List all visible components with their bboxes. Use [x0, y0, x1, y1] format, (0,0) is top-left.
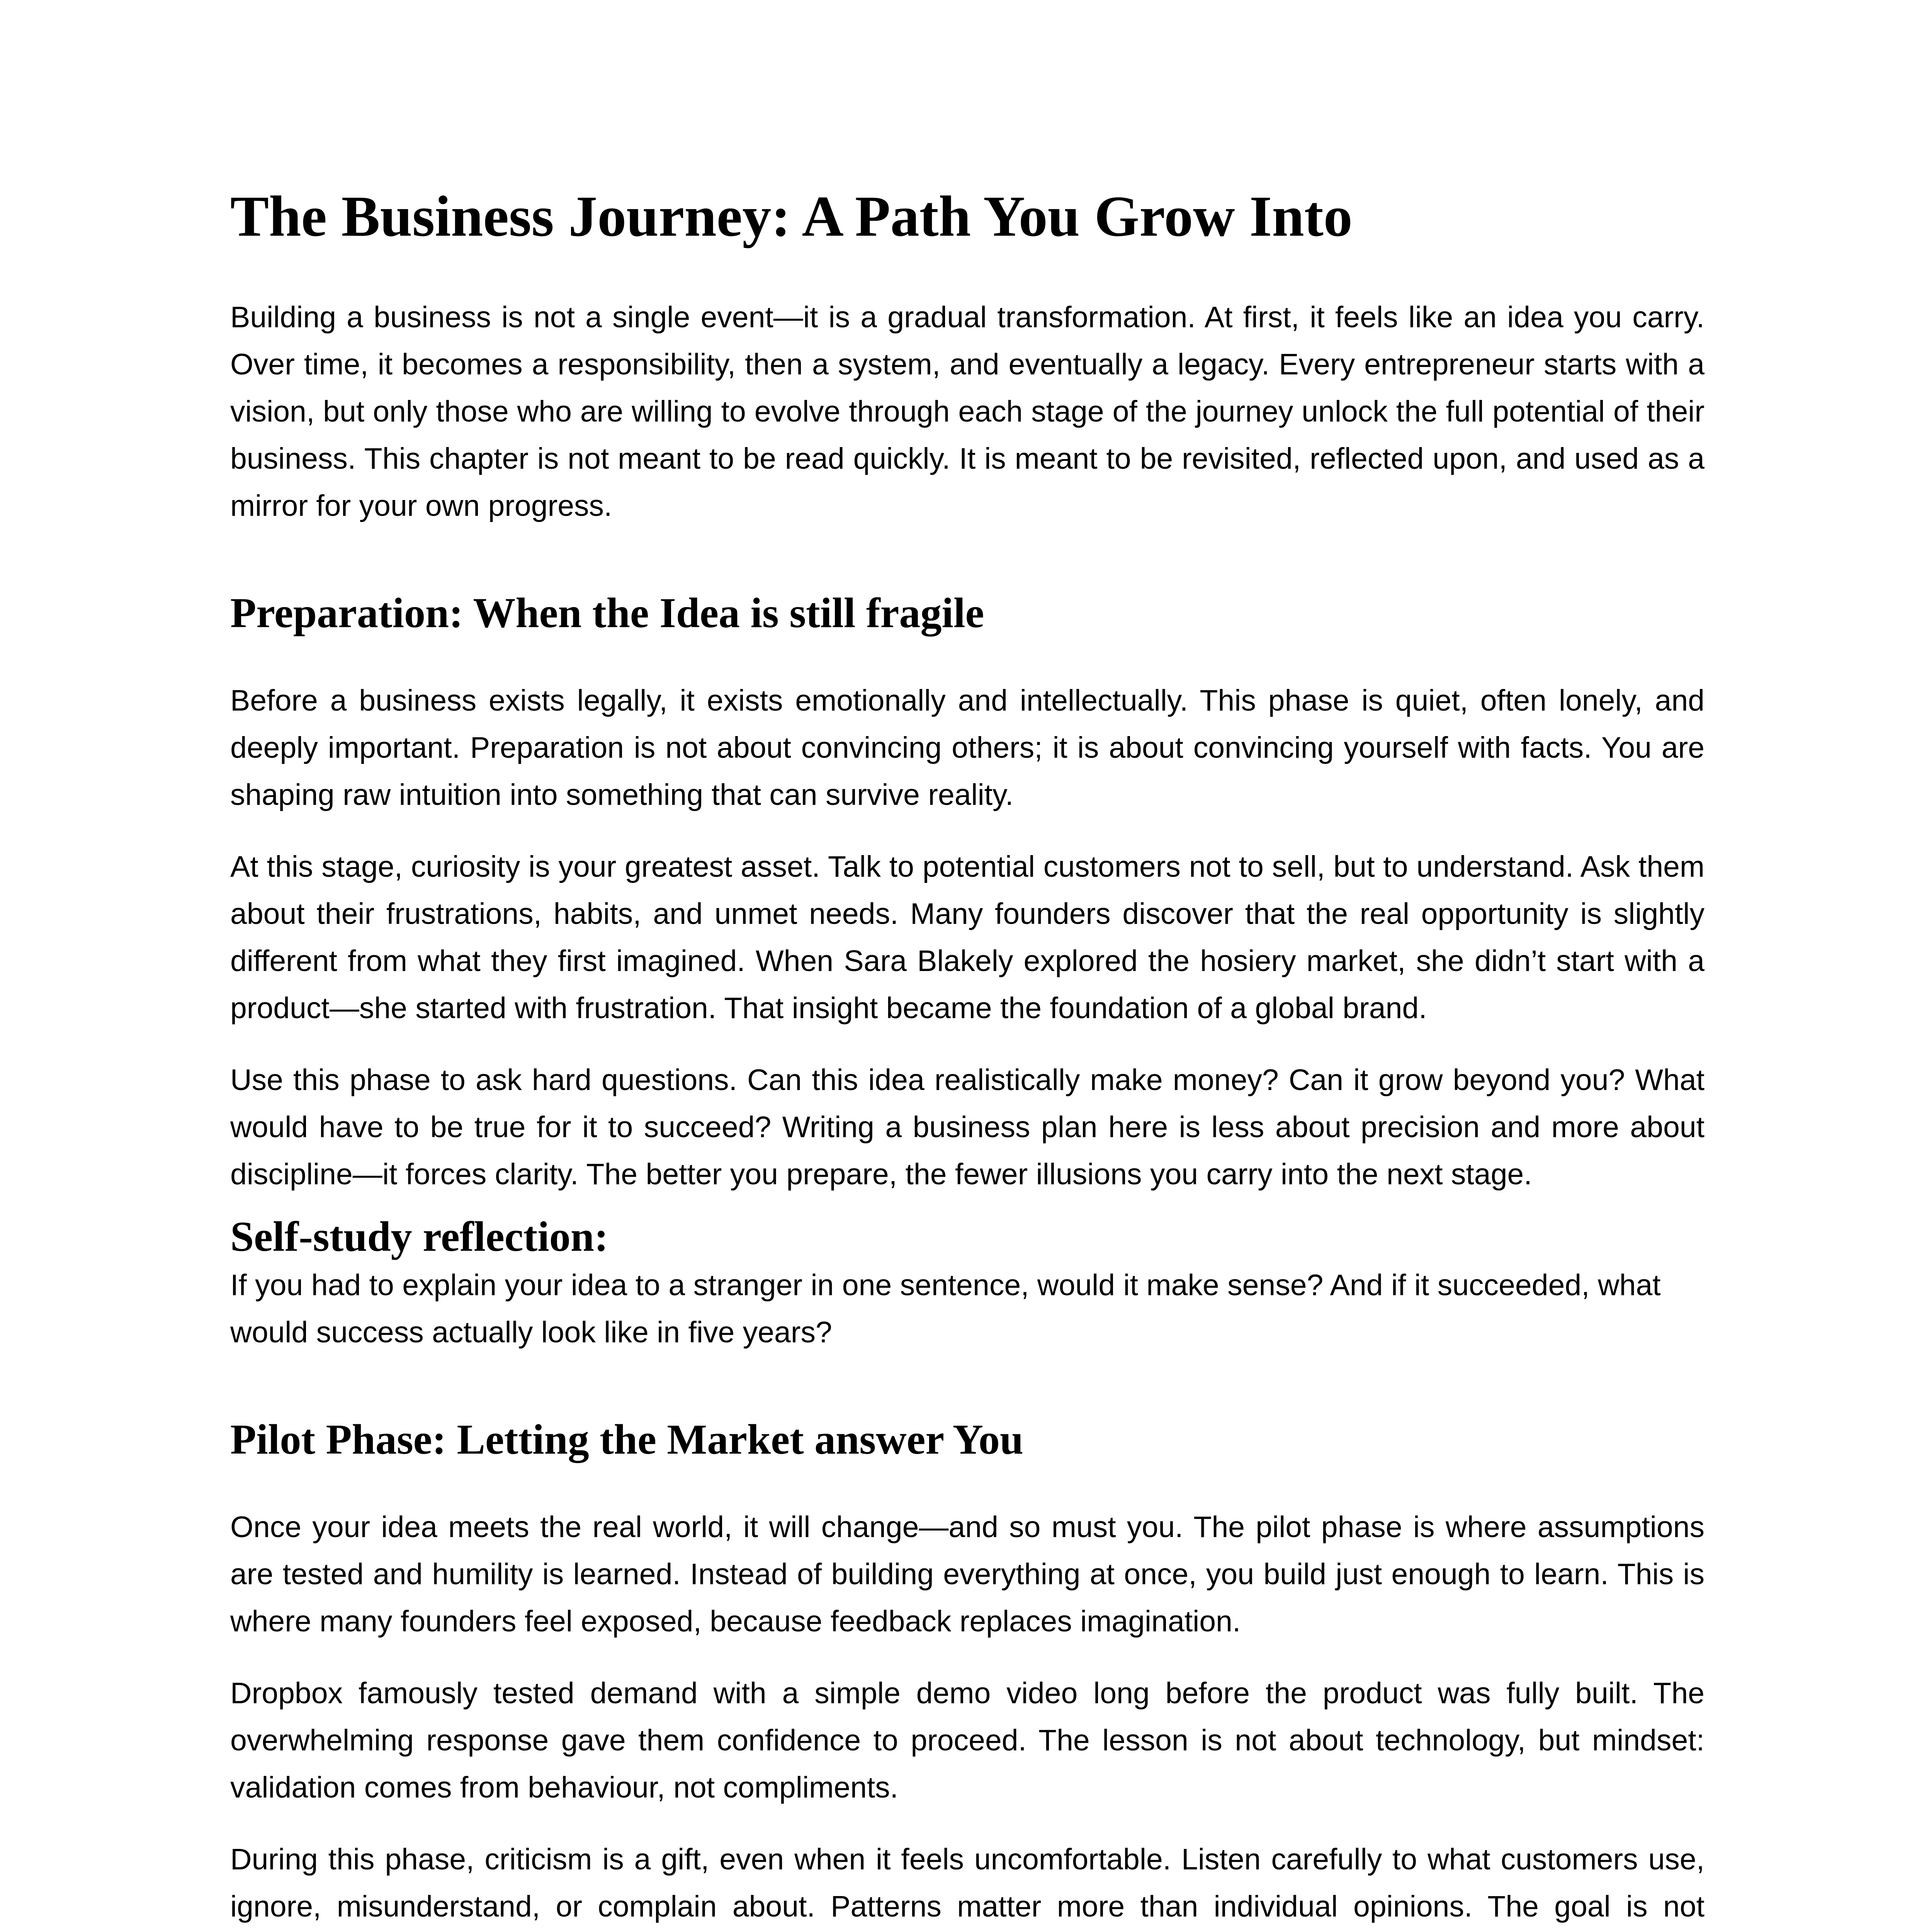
section-paragraph: Before a business exists legally, it exists emotionally and intellectually. This phase is quiet, often lonely, and deeply important. Preparation is not about convincing others; it is about convincing yourself with facts. You are shaping raw intuition into something that can survive reality. — [230, 684, 1705, 811]
section-pilot-phase — [230, 1414, 1705, 1932]
section-paragraph: Use this phase to ask hard questions. Can this idea realistically make money? Can it grow beyond you? What would have to be true for it to succeed? Writing a business plan here is less about precision and more about discipline—it forces clarity. The better you prepare, the fewer illusions you carry into the next stage. — [230, 1063, 1705, 1191]
reflection-block — [230, 1213, 1705, 1356]
page-title: The Business Journey: A Path You Grow Into — [230, 184, 1353, 248]
intro-paragraph: Building a business is not a single event—it is a gradual transformation. At first, it feels like an idea you carry. Over time, it becomes a responsibility, then a system, and eventually a legacy. Every entrepreneur starts with a vision, but only those who are willing to evolve through each stage of the journey unlock the full potential of their business. This chapter is not meant to be read quickly. It is meant to be revisited, reflected upon, and used as a mirror for your own progress. — [230, 301, 1705, 522]
page-content — [230, 182, 1705, 1932]
section-paragraph: Dropbox famously tested demand with a simple demo video long before the product was fully built. The overwhelming response gave them confidence to proceed. The lesson is not about technology, but mindset: validation comes from behaviour, not compliments. — [230, 1677, 1705, 1804]
section-paragraph: Once your idea meets the real world, it will change—and so must you. The pilot phase is where assumptions are tested and humility is learned. Instead of building everything at once, you build just enough to learn. This is where many founders feel exposed, because feedback replaces imagination. — [230, 1510, 1705, 1638]
reflection-text: If you had to explain your idea to a stranger in one sentence, would it make sense? And if it succeeded, what would success actually look like in five years? — [230, 1269, 1661, 1349]
section-preparation — [230, 587, 1705, 1356]
reflection-heading: Self-study reflection: — [230, 1213, 608, 1260]
section-paragraph: At this stage, curiosity is your greatest asset. Talk to potential customers not to sell, but to understand. Ask them about their frustrations, habits, and unmet needs. Many founders discover that the real opportunity is slightly different from what they first imagined. When Sara Blakely explored the hosiery market, she didn’t start with a product—she started with frustration. That insight became the foundation of a global brand. — [230, 850, 1705, 1025]
section-heading: Preparation: When the Idea is still fragile — [230, 589, 984, 636]
section-paragraph: During this phase, criticism is a gift, even when it feels uncomfortable. Listen carefully to what customers use, ignore, misunderstand, or complain about. Patterns matter more than individual opinions. The goal is not — [230, 1843, 1705, 1923]
section-heading: Pilot Phase: Letting the Market answer You — [230, 1416, 1024, 1463]
